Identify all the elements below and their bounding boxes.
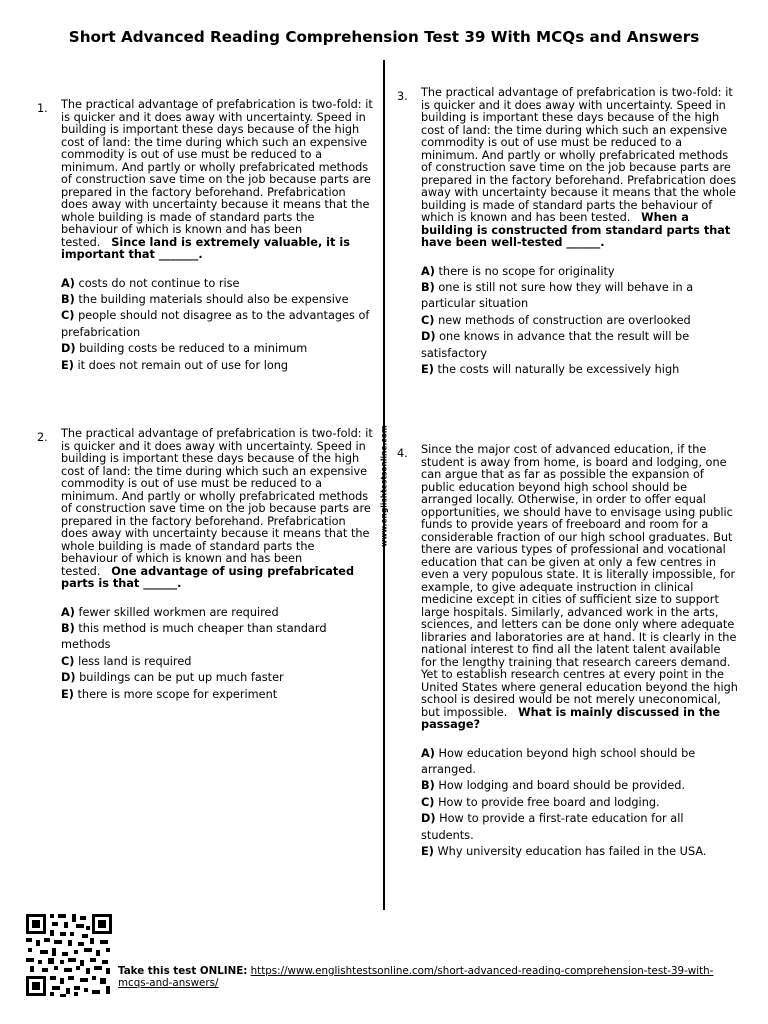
option-b[interactable]: B) this method is much cheaper than standard methods (61, 621, 327, 652)
option-c[interactable]: C) How to provide free board and lodging. (421, 795, 660, 809)
option-a[interactable]: A) costs do not continue to rise (61, 276, 240, 290)
option-b[interactable]: B) one is still not sure how they will behave in a particular situation (421, 280, 694, 311)
option-d[interactable]: D) one knows in advance that the result will be satisfactory (421, 330, 690, 360)
option-e[interactable]: E) there is more scope for experiment (61, 687, 278, 701)
option-e[interactable]: E) Why university education has failed in the USA. (421, 844, 707, 858)
question-stem-2: One advantage of using prefabricated parts is that ______. (61, 564, 355, 590)
passage-2: The practical advantage of prefabrication is two-fold: it is quicker and it does away with uncertainty. Speed in building is important these days because of the high cost of land: the time during which such an expensive commodity is out of use must be reduced to a minimum. And partly or wholly prefabricated methods of construction save time on the job because parts are prepared in the factory beforehand. Prefabrication does away with uncertainty because it means that the whole building is made of standard parts the behaviour of which is known and has been tested. One advantage of using prefabricated parts is that ______. (61, 427, 373, 590)
question-block-2 (61, 428, 373, 703)
option-e[interactable]: E) the costs will naturally be excessively high (421, 362, 680, 376)
option-d[interactable]: D) building costs be reduced to a minimum (61, 342, 308, 356)
qr-code-icon[interactable] (24, 912, 114, 998)
option-c[interactable]: C) less land is required (61, 654, 192, 668)
question-number-4: 4. (397, 447, 408, 460)
option-a[interactable]: A) How education beyond high school should be arranged. (421, 746, 696, 776)
footer-test-link[interactable]: https://www.englishtestsonline.com/short-advanced-reading-comprehension-test-39-with-mcqs-and-answers/ (118, 965, 714, 989)
option-b[interactable]: B) How lodging and board should be provided. (421, 779, 686, 793)
question-stem-4: What is mainly discussed in the passage? (421, 705, 721, 731)
question-block-3 (421, 87, 739, 378)
option-a[interactable]: A) fewer skilled workmen are required (61, 605, 279, 619)
question-number-1: 1. (37, 102, 48, 115)
option-a[interactable]: A) there is no scope for originality (421, 264, 615, 278)
option-d[interactable]: D) buildings can be put up much faster (61, 671, 284, 685)
footer-label: Take this test ONLINE: (118, 965, 248, 977)
option-c[interactable]: C) new methods of construction are overlooked (421, 313, 691, 327)
options-3 (421, 264, 739, 379)
options-2 (61, 605, 373, 703)
question-block-1 (61, 99, 373, 374)
page-title: Short Advanced Reading Comprehension Test 39 With MCQs and Answers (68, 28, 700, 46)
option-c[interactable]: C) people should not disagree as to the advantages of prefabrication (61, 309, 370, 339)
passage-4: Since the major cost of advanced education, if the student is away from home, is board and lodging, one can argue that as far as possible the expansion of public education beyond high school should be arranged locally. Otherwise, in order to offer equal opportunities, we should have to envisage using public funds to provide years of freeboard and room for a considerable fraction of our high school graduates. But there are various types of professional and vocational education that can be given at only a few centres in even a very populous state. It is literally impossible, for example, to give adequate instruction in clinical medicine except in cities of sufficient size to support large hospitals. Similarly, advanced work in the arts, sciences, and letters can be done only where adequate libraries and laboratories are at hand. It is clearly in the national interest to find all the latent talent available for the lengthy training that research careers demand. Yet to establish research centres at every point in the United States where general education beyond the high school is desired would be not merely uneconomical, but impossible. What is mainly discussed in the passage? (421, 443, 738, 731)
passage-1: The practical advantage of prefabrication is two-fold: it is quicker and it does away with uncertainty. Speed in building is important these days because of the high cost of land: the time during which such an expensive commodity is out of use must be reduced to a minimum. And partly or wholly prefabricated methods of construction save time on the job because parts are prepared in the factory beforehand. Prefabrication does away with uncertainty because it means that the whole building is made of standard parts the behaviour of which is known and has been tested. Since land is extremely valuable, it is important that _______. (61, 98, 373, 261)
footer (118, 965, 718, 989)
question-number-2: 2. (37, 431, 48, 444)
question-number-3: 3. (397, 90, 408, 103)
question-stem-3: When a building is constructed from standard parts that have been well-tested ______. (421, 211, 731, 249)
option-e[interactable]: E) it does not remain out of use for long (61, 358, 289, 372)
question-stem-1: Since land is extremely valuable, it is important that _______. (61, 235, 350, 261)
options-1 (61, 276, 373, 374)
option-b[interactable]: B) the building materials should also be expensive (61, 292, 349, 306)
options-4 (421, 746, 739, 861)
question-block-4 (421, 444, 739, 860)
option-d[interactable]: D) How to provide a first-rate education for all students. (421, 812, 684, 842)
passage-3: The practical advantage of prefabrication is two-fold: it is quicker and it does away with uncertainty. Speed in building is important these days because of the high cost of land: the time during which such an expensive commodity is out of use must be reduced to a minimum. And partly or wholly prefabricated methods of construction save time on the job because parts are prepared in the factory beforehand. Prefabrication does away with uncertainty because it means that the whole building is made of standard parts the behaviour of which is known and has been tested. When a building is constructed from standard parts that have been well-tested ______. (421, 86, 737, 249)
